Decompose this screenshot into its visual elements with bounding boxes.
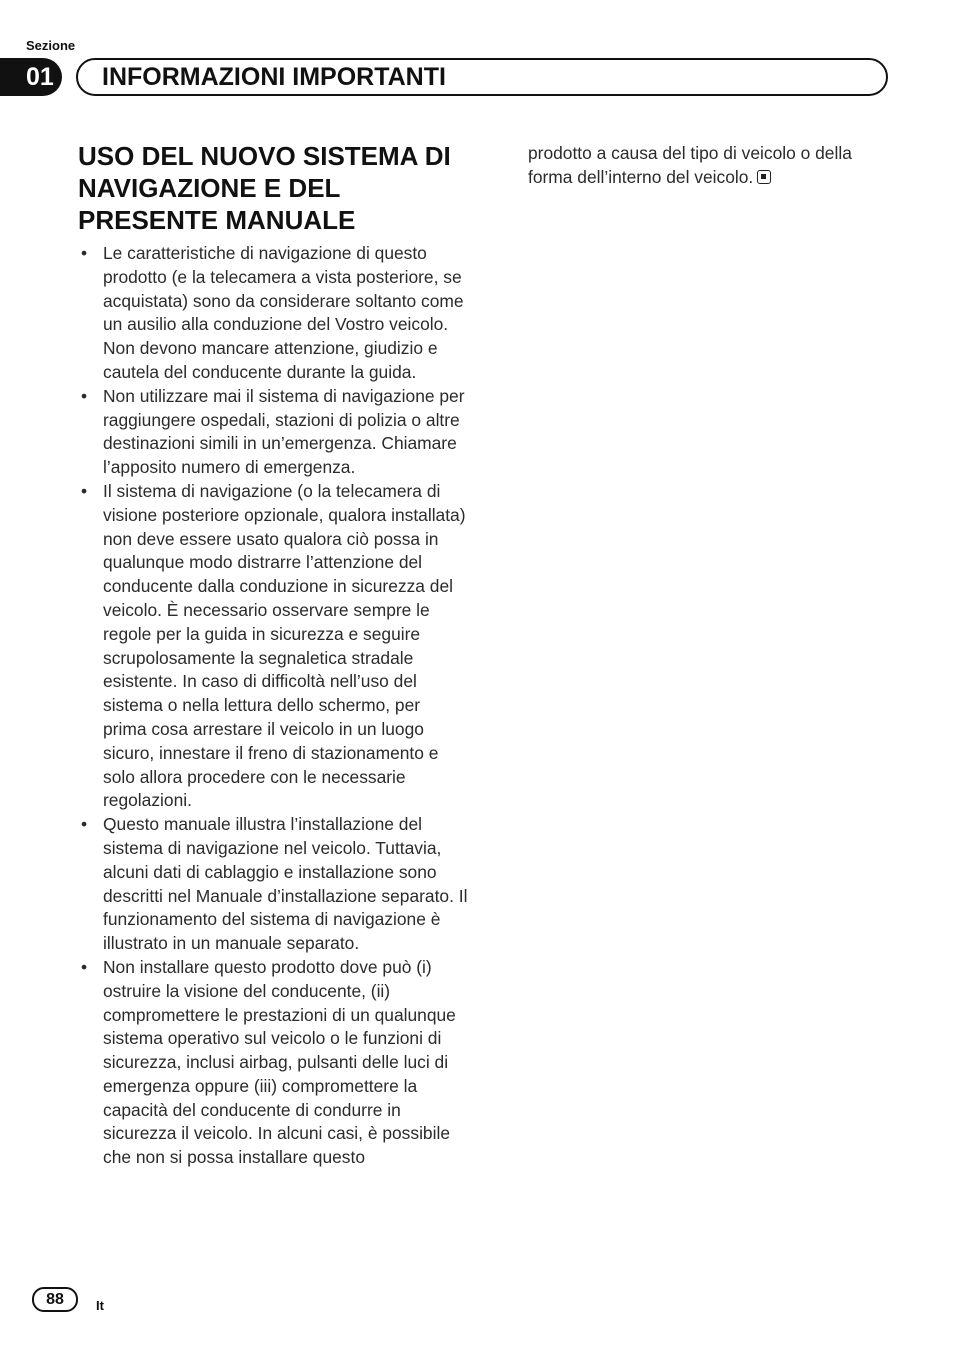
left-column — [78, 140, 468, 1170]
section-label: Sezione — [26, 38, 76, 53]
list-item-text: Le caratteristiche di navigazione di questo prodotto (e la telecamera a vista posteriore, se acquistata) sono da considerare soltanto come un ausilio alla conduzione del Vostro veicolo. Non devono mancare attenzione, giudizio e cautela del conducente durante la guida. — [103, 243, 464, 382]
list-item — [78, 242, 468, 385]
list-item-text: Non utilizzare mai il sistema di navigazione per raggiungere ospedali, stazioni di polizia o altre destinazioni simili in un’emergenza. Chiamare l’apposito numero di emergenza. — [103, 385, 465, 478]
section-number-badge: 01 — [0, 58, 62, 96]
bullet-list — [78, 242, 468, 1170]
continuation-text: prodotto a causa del tipo di veicolo o della forma dell’interno del veicolo. — [528, 143, 852, 187]
list-item-text: Questo manuale illustra l’installazione del sistema di navigazione nel veicolo. Tuttavia, alcuni dati di cablaggio e installazione sono descritti nel Manuale d’installazione separato. Il funzionamento del sistema di navigazione è illustrato in un manuale separato. — [103, 814, 468, 954]
list-item-text: Non installare questo prodotto dove può (i) ostruire la visione del conducente, (ii) compromettere le prestazioni di un qualunque sistema operativo sul veicolo o le funzioni di sicurezza, inclusi airbag, pulsanti delle luci di emergenza oppure (iii) compromettere la capacità del conducente di condurre in sicurezza il veicolo. In alcuni casi, è possibile che non si possa installare questo — [103, 956, 456, 1168]
bullet-icon: • — [80, 480, 88, 501]
bullet-icon: • — [80, 814, 88, 835]
list-item — [78, 385, 468, 480]
page-number: 88 — [32, 1287, 78, 1312]
continuation-paragraph — [528, 142, 898, 190]
bullet-icon: • — [80, 243, 88, 263]
bullet-icon: • — [80, 956, 88, 977]
end-of-section-icon — [757, 170, 771, 184]
list-item — [78, 480, 468, 813]
page-heading: USO DEL NUOVO SISTEMA DI NAVIGAZIONE E DEL PRESENTE MANUALE — [78, 141, 451, 235]
language-code: It — [96, 1298, 104, 1313]
list-item-text: Il sistema di navigazione (o la telecamera di visione posteriore opzionale, qualora installata) non deve essere usato qualora ciò possa in qualunque modo distrarre l’attenzione del conducente dalla conduzione in sicurezza del veicolo. È necessario osservare sempre le regole per la guida in sicurezza e seguire scrupolosamente la segnaletica stradale esistente. In caso di difficoltà nell’uso del sistema o nella lettura dello schermo, per prima cosa arrestare il veicolo in un luogo sicuro, innestare il freno di stazionamento e solo allora procedere con le necessarie regolazioni. — [103, 480, 466, 811]
list-item — [78, 813, 468, 956]
list-item — [78, 956, 468, 1170]
bullet-icon: • — [80, 385, 88, 406]
right-column — [528, 142, 898, 190]
section-title: INFORMAZIONI IMPORTANTI — [76, 58, 888, 96]
